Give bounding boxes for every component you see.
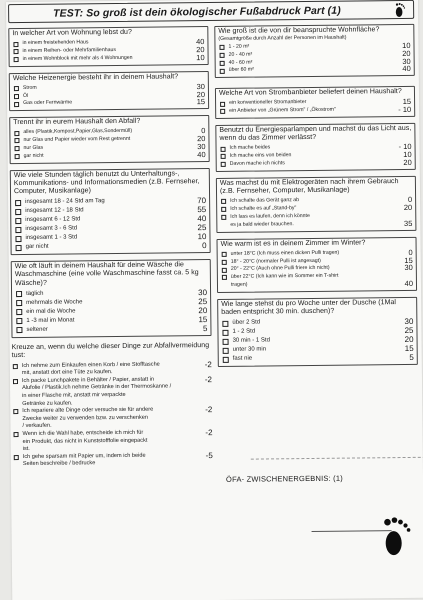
- checkbox[interactable]: [221, 215, 226, 220]
- checkbox[interactable]: [222, 268, 227, 273]
- question-elektrogeraete: [216, 176, 417, 233]
- option[interactable]: insgesamt 3 - 6 Std 25: [14, 223, 206, 234]
- option[interactable]: fast nie 5: [222, 353, 414, 364]
- checkbox[interactable]: [14, 432, 19, 437]
- option[interactable]: mehrmals die Woche 25: [15, 297, 207, 308]
- option[interactable]: in einem Wohnblock mit mehr als 4 Wohnungen 10: [13, 54, 205, 64]
- option[interactable]: insgesamt 12 - 18 Std 55: [14, 205, 206, 216]
- question-text: In welcher Art von Wohnung lebst du?: [12, 28, 132, 38]
- option[interactable]: Strom 30: [13, 83, 205, 93]
- checkbox[interactable]: [222, 252, 227, 257]
- option[interactable]: Ich schalte es auf „Stand-by" 20: [220, 204, 412, 214]
- option[interactable]: insgesamt 18 - 24 Std am Tag 70: [14, 196, 206, 207]
- checkbox[interactable]: [14, 94, 19, 99]
- checkbox[interactable]: [223, 357, 229, 363]
- option[interactable]: unter 18°C (Ich muss einen dicken Pulli tragen) 0: [221, 249, 413, 259]
- checkbox[interactable]: [221, 147, 226, 152]
- checkbox[interactable]: [15, 218, 21, 224]
- option[interactable]: 20° - 22°C (Auch ohne Pulli friere ich nicht) 30: [221, 264, 413, 274]
- checkbox[interactable]: [15, 200, 21, 206]
- option[interactable]: 1 - 20 m² 10: [218, 42, 410, 52]
- checkbox[interactable]: [223, 339, 229, 345]
- option[interactable]: täglich 30: [15, 288, 207, 299]
- checkbox[interactable]: [16, 318, 22, 324]
- question-text: Benutzt du Energiesparlampen und machst du das Licht aus, wenn du das Zimmer verlässt?: [219, 124, 412, 143]
- footprint-icon: [393, 2, 407, 18]
- option[interactable]: Ich schalte das Gerät ganz ab 0: [220, 196, 412, 206]
- option[interactable]: nur Glas und Papier wieder vom Rest getrennt 20: [13, 135, 205, 145]
- footprint-icon: [379, 513, 413, 557]
- option[interactable]: nur Glas 30: [14, 143, 206, 153]
- checkbox[interactable]: [14, 455, 19, 460]
- question-abfallvermeidung: [12, 342, 213, 469]
- question-zimmertemperatur: [216, 236, 417, 292]
- option[interactable]: insgesamt 1 - 3 Std 10: [14, 232, 206, 243]
- page-title: TEST: So groß ist dein ökologischer Fußabdruck Part (1): [53, 4, 341, 20]
- option[interactable]: Davon mache ich nichts 20: [220, 159, 412, 169]
- option[interactable]: 1 -3 mal im Monat 15: [15, 315, 207, 326]
- question-wohnung: [8, 26, 208, 67]
- zwischenergebnis-label: ÖFA- ZWISCHENERGEBNIS: (1): [225, 473, 343, 484]
- right-column: [214, 24, 418, 373]
- checkbox[interactable]: [220, 69, 225, 74]
- question-text: Wie groß ist die von dir beanspruchte Wohnfläche?: [218, 26, 380, 35]
- checkbox[interactable]: [16, 327, 22, 333]
- checkbox[interactable]: [15, 146, 20, 151]
- option[interactable]: Ich nehme zum Einkaufen einen Korb / eine Stofftasche mit, anstatt dort eine Tüte zu kaufen. -2: [12, 361, 212, 378]
- question-text: Wie viele Stunden täglich benutzt du Unterhaltungs-, Kommunikations- und Informationsmedien (z.B. Fernseher, Computer, Musikanlage): [13, 169, 200, 196]
- question-abfall: [9, 115, 209, 163]
- checkbox[interactable]: [16, 309, 22, 315]
- checkbox[interactable]: [220, 102, 225, 107]
- option[interactable]: Ich packe Lunchpakete in Behälter / Papier, anstatt in Alufolie / Plastik.Ich nehme Getränke in der Thermoskanne / in einer Flasche mit, anstatt mir verpackte Getränke zu kaufen. -2: [12, 376, 212, 408]
- question-energiesparlampen: [215, 123, 415, 172]
- option[interactable]: 18° - 20°C (normaler Pulli ist angesagt) 15: [221, 256, 413, 266]
- checkbox[interactable]: [15, 209, 21, 215]
- question-text: Welche Heizenergie besteht ihr in deinem Haushalt?: [12, 72, 179, 82]
- option[interactable]: über 2 Std 30: [221, 317, 413, 328]
- checkbox[interactable]: [16, 245, 22, 251]
- question-text: Wie oft läuft in deinem Haushalt für deine Wäsche die Waschmaschine (eine volle Waschmaschine fasst ca. 5 kg Wäsche)?: [14, 261, 199, 287]
- checkbox[interactable]: [222, 321, 228, 327]
- question-stromanbieter: [215, 86, 415, 119]
- checkbox[interactable]: [221, 154, 226, 159]
- option[interactable]: Ich repariere alte Dinge oder versuche sie für andere Zwecke weiter zu verwenden bzw. zu verschenken / verkaufen. -2: [12, 406, 212, 431]
- checkbox[interactable]: [14, 139, 19, 144]
- checkbox[interactable]: [16, 300, 22, 306]
- option[interactable]: über 22°C (Ich kann wie im Sommer ein T-shirt tragen) 40: [221, 272, 413, 290]
- question-subtitle: (Gesamtgröße durch Anzahl der Personen im Haushalt): [218, 34, 347, 43]
- checkbox[interactable]: [222, 330, 228, 336]
- option[interactable]: Öl 20: [13, 91, 205, 101]
- option[interactable]: unter 30 min 15: [222, 344, 414, 355]
- checkbox[interactable]: [15, 154, 20, 159]
- option[interactable]: in einem freistehenden Haus 40: [12, 38, 204, 48]
- option[interactable]: Gas oder Fernwärme 15: [13, 98, 205, 108]
- checkbox[interactable]: [15, 227, 21, 233]
- option[interactable]: ein Anbieter von „Grünem Strom" / „Ökostrom" - 10: [219, 106, 411, 116]
- title-bar: [8, 0, 414, 23]
- option[interactable]: 30 min - 1 Std 20: [222, 335, 414, 346]
- option[interactable]: 20 - 40 m² 20: [219, 50, 411, 60]
- question-text: Wie lange stehst du pro Woche unter der Dusche (1Mal baden entspricht 30 min. duschen)?: [221, 299, 397, 317]
- checkbox[interactable]: [14, 86, 19, 91]
- left-column: [8, 26, 213, 469]
- option[interactable]: gar nicht 40: [14, 151, 206, 161]
- checkbox[interactable]: [13, 42, 18, 47]
- question-text: Wie warm ist es in deinem Zimmer im Winter?: [220, 238, 366, 248]
- checkbox[interactable]: [220, 53, 225, 58]
- option[interactable]: gar nicht 0: [15, 241, 207, 252]
- checkbox[interactable]: [220, 61, 225, 66]
- checkbox[interactable]: [223, 348, 229, 354]
- option[interactable]: ein konventioneller Stromanbieter 15: [219, 98, 411, 108]
- checkbox[interactable]: [14, 102, 19, 107]
- checkbox[interactable]: [219, 45, 224, 50]
- option[interactable]: Ich mache eins von beiden 10: [220, 151, 412, 161]
- checkbox[interactable]: [13, 364, 18, 369]
- question-text: Was machst du mit Elektrogeräten nach ihrem Gebrauch (z.B. Fernseher, Computer, Musikanlage): [219, 177, 399, 195]
- option[interactable]: über 60 m² 40: [219, 65, 411, 75]
- option[interactable]: ein mal die Woche 20: [15, 306, 207, 317]
- question-wohnflaeche: [214, 24, 415, 78]
- question-waesche: [11, 259, 212, 338]
- question-text: Kreuze an, wenn du welche dieser Dinge zur Abfallvermeidung tust:: [11, 341, 210, 360]
- checkbox[interactable]: [13, 410, 18, 415]
- checkbox[interactable]: [14, 49, 19, 54]
- checkbox[interactable]: [14, 131, 19, 136]
- option[interactable]: Ich mache beides - 10: [220, 143, 412, 153]
- option[interactable]: Ich gehe sparsam mit Papier um, indem ich beide Seiten beschreibe / bedrucke -5: [13, 452, 213, 469]
- option[interactable]: Ich lass es laufen, denn ich könnte es ja bald wieder brauchen. 35: [220, 212, 412, 230]
- checkbox[interactable]: [13, 379, 18, 384]
- option[interactable]: insgesamt 6 - 12 Std 40: [14, 214, 206, 225]
- option[interactable]: 1 - 2 Std 25: [221, 326, 413, 337]
- checkbox[interactable]: [221, 199, 226, 204]
- checkbox[interactable]: [16, 291, 22, 297]
- question-heizenergie: [9, 71, 209, 112]
- question-dusche: [217, 297, 418, 367]
- checkbox[interactable]: [14, 57, 19, 62]
- option[interactable]: alles (Plastik,Kompost,Papier,Glas,Sondermüll) 0: [13, 127, 205, 137]
- checkbox[interactable]: [221, 162, 226, 167]
- option[interactable]: seltener 5: [15, 324, 207, 335]
- question-text: Trennt ihr in eurem Haushalt den Abfall?: [13, 117, 141, 127]
- divider: [251, 457, 423, 460]
- checkbox[interactable]: [221, 207, 226, 212]
- option[interactable]: Wenn ich die Wahl habe, entscheide ich mich für ein Produkt, das nicht in Kunststofffolie eingepackt ist. -2: [13, 429, 213, 454]
- option[interactable]: in einem Reihen- oder Mehrfamilienhaus 20: [12, 46, 204, 56]
- checkbox[interactable]: [220, 109, 225, 114]
- checkbox[interactable]: [222, 260, 227, 265]
- question-text: Welche Art von Strombanbieter beliefert deinen Haushalt?: [218, 88, 402, 98]
- option[interactable]: 40 - 60 m² 30: [219, 58, 411, 68]
- checkbox[interactable]: [222, 275, 227, 280]
- question-medien: [10, 168, 211, 256]
- checkbox[interactable]: [15, 236, 21, 242]
- worksheet: [6, 0, 423, 600]
